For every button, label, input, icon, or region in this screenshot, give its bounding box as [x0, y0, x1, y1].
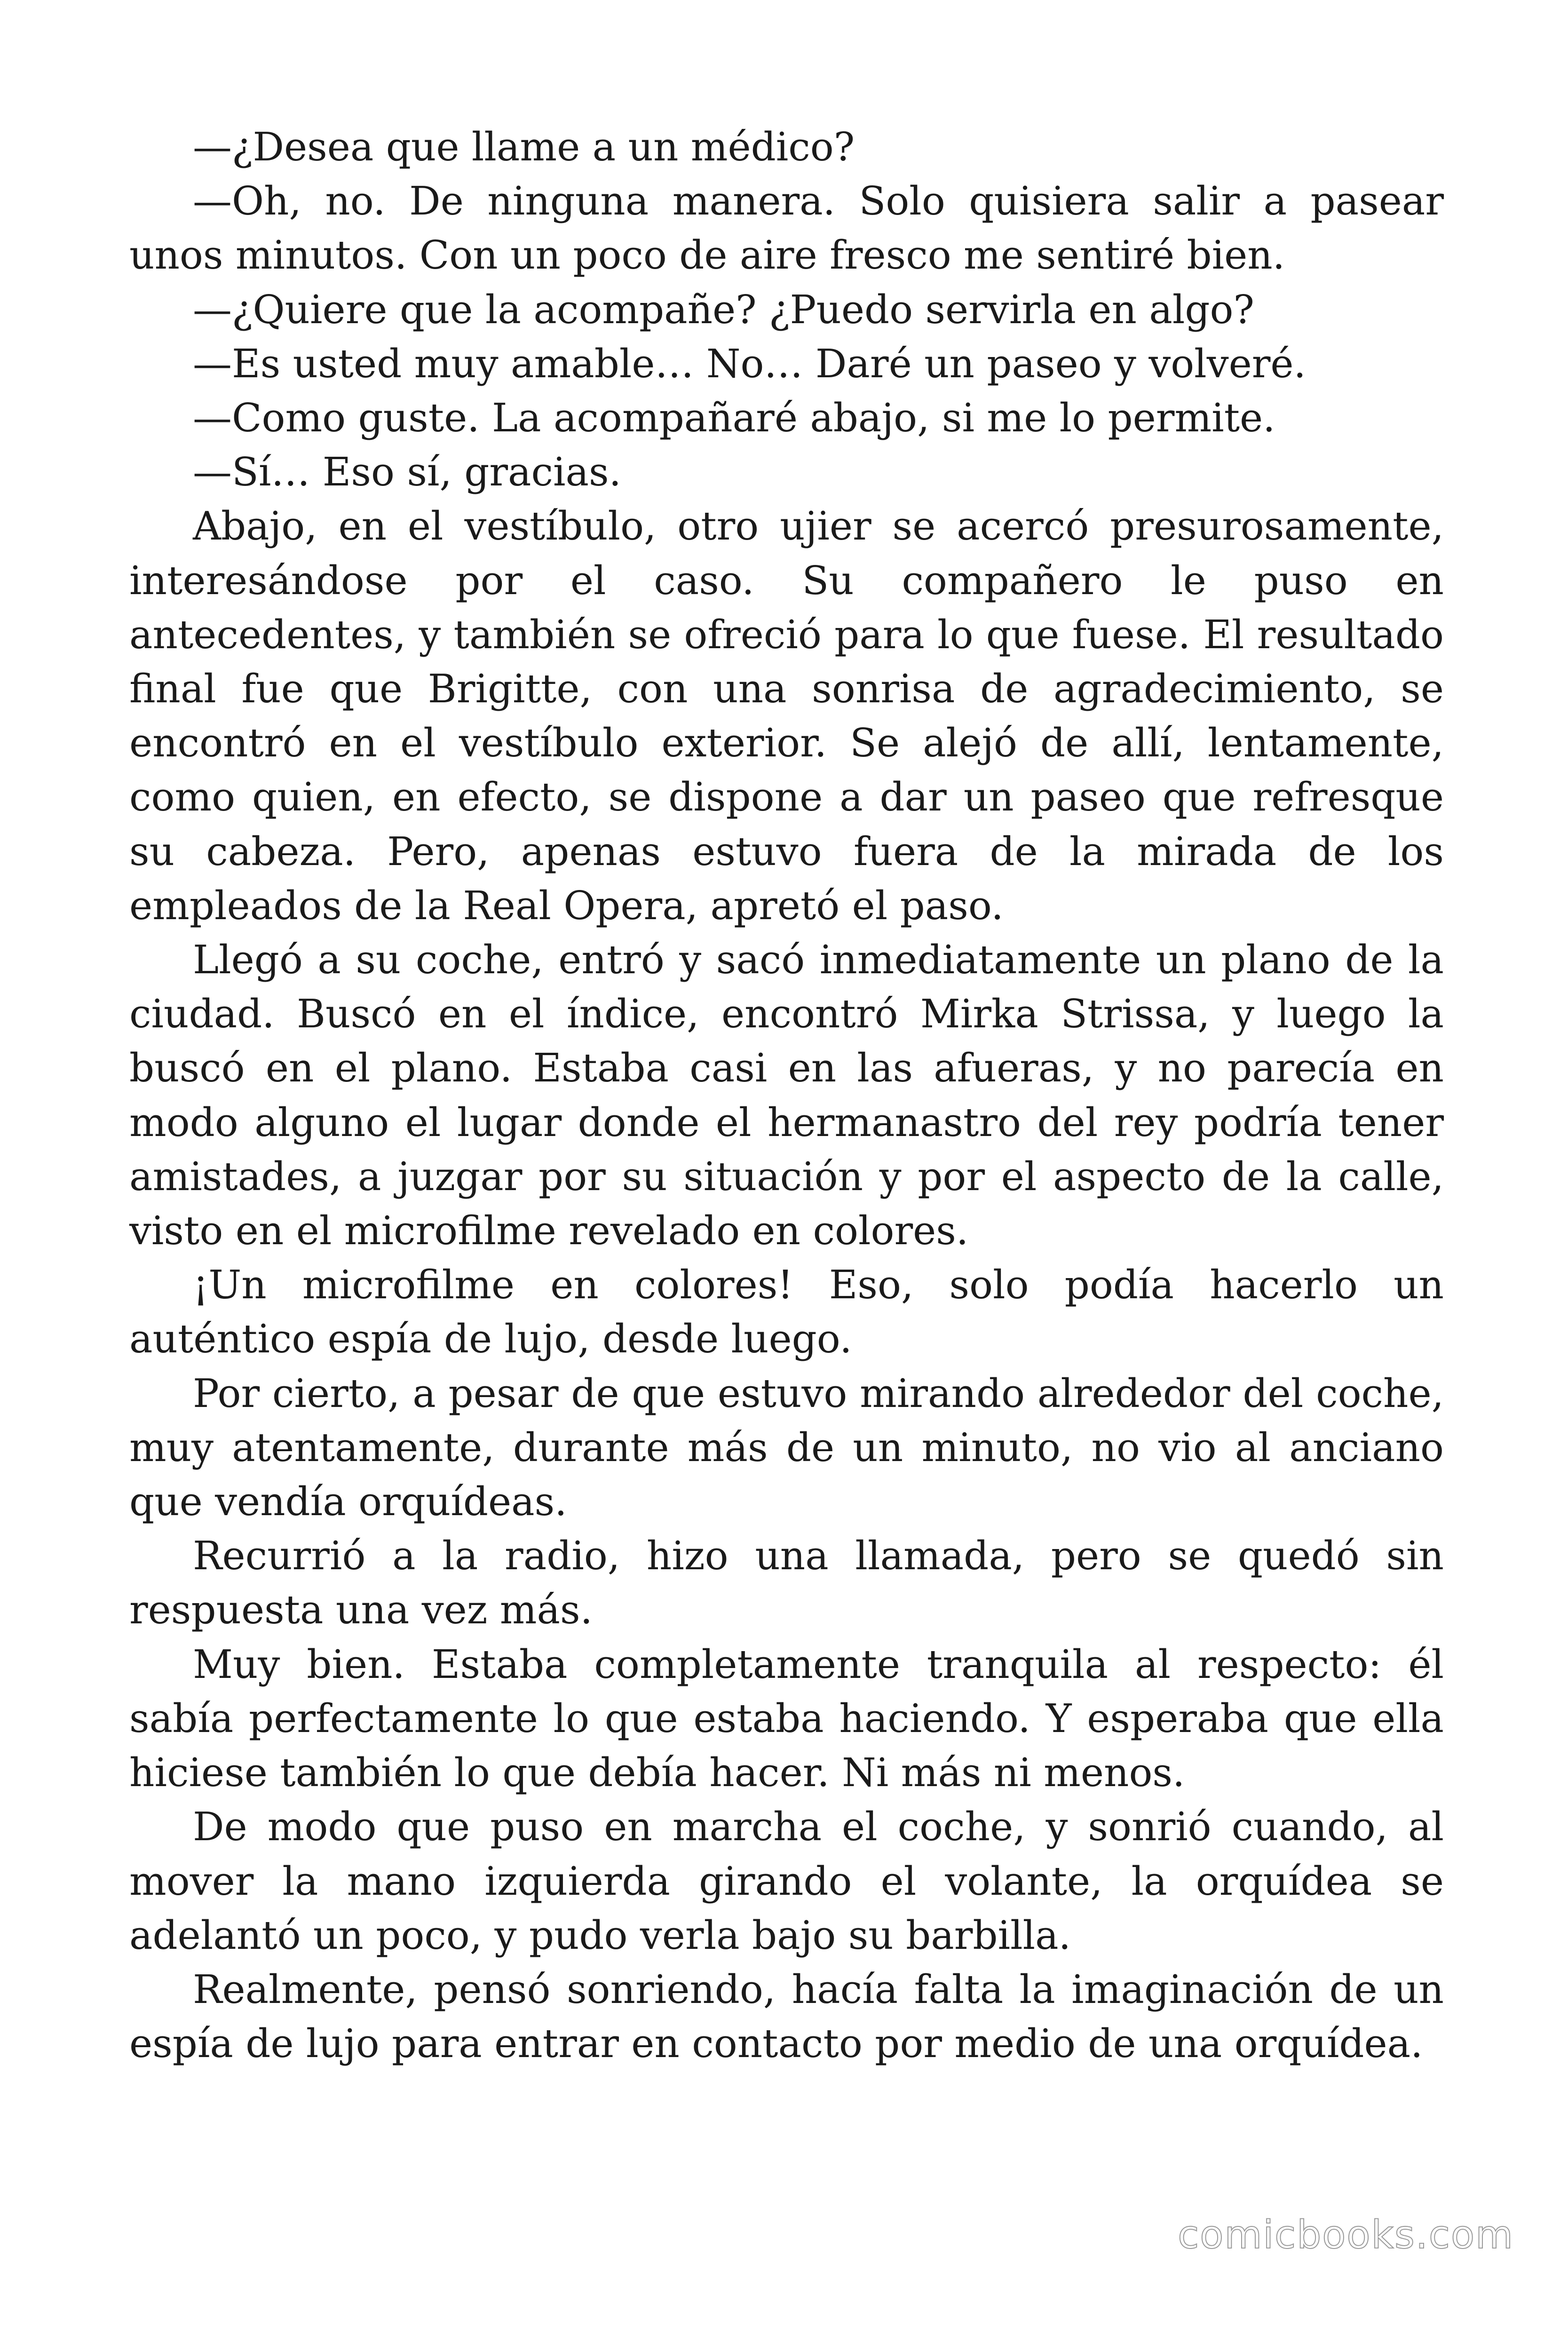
body-text	[129, 120, 1444, 2071]
paragraph: —Es usted muy amable… No… Daré un paseo y volveré.	[193, 341, 1306, 387]
paragraph: —Oh, no. De ninguna manera. Solo quisiera salir a pasear unos minutos. Con un poco de aire fresco me sentiré bien.	[129, 178, 1444, 278]
paragraph: Llegó a su coche, entró y sacó inmediatamente un plano de la ciudad. Buscó en el índice, encontró Mirka Strissa, y luego la buscó en el plano. Estaba casi en las afueras, y no parecía en modo alguno el lugar donde el hermanastro del rey podría tener amistades, a juzgar por su situación y por el aspecto de la calle, visto en el microfilme revelado en colores.	[129, 937, 1444, 1254]
paragraph: De modo que puso en marcha el coche, y sonrió cuando, al mover la mano izquierda girando el volante, la orquídea se adelantó un poco, y pudo verla bajo su barbilla.	[129, 1804, 1444, 1958]
paragraph: —Sí… Eso sí, gracias.	[193, 449, 622, 495]
paragraph: ¡Un microfilme en colores! Eso, solo podía hacerlo un auténtico espía de lujo, desde luego.	[129, 1262, 1444, 1362]
paragraph: Realmente, pensó sonriendo, hacía falta la imaginación de un espía de lujo para entrar en contacto por medio de una orquídea.	[129, 1966, 1444, 2067]
paragraph: —¿Desea que llame a un médico?	[193, 124, 855, 170]
paragraph: Por cierto, a pesar de que estuvo mirando alrededor del coche, muy atentamente, durante más de un minuto, no vio al anciano que vendía orquídeas.	[129, 1370, 1444, 1525]
paragraph: —Como guste. La acompañaré abajo, si me lo permite.	[193, 395, 1275, 441]
watermark: comicbooks.com	[1178, 2213, 1514, 2257]
paragraph: Muy bien. Estaba completamente tranquila al respecto: él sabía perfectamente lo que estaba haciendo. Y esperaba que ella hiciese también lo que debía hacer. Ni más ni menos.	[129, 1641, 1444, 1796]
paragraph: Recurrió a la radio, hizo una llamada, pero se quedó sin respuesta una vez más.	[129, 1533, 1444, 1633]
paragraph: Abajo, en el vestíbulo, otro ujier se acercó presurosamente, interesándose por el caso. Su compañero le puso en antecedentes, y también se ofreció para lo que fuese. El resultado final fue que Brigitte, con una sonrisa de agradecimiento, se encontró en el vestíbulo exterior. Se alejó de allí, lentamente, como quien, en efecto, se dispone a dar un paseo que refresque su cabeza. Pero, apenas estuvo fuera de la mirada de los empleados de la Real Opera, apretó el paso.	[129, 503, 1444, 929]
paragraph: —¿Quiere que la acompañe? ¿Puedo servirla en algo?	[193, 286, 1254, 333]
